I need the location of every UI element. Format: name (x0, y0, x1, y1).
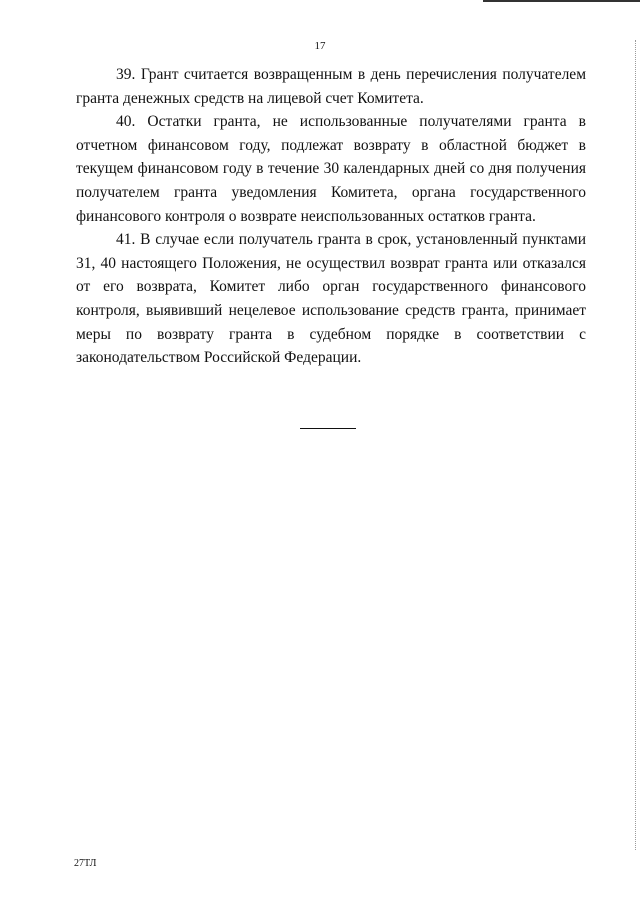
scan-edge-right (635, 40, 636, 850)
footer-code: 27ТЛ (74, 858, 97, 869)
paragraph-40: 40. Остатки гранта, не использованные получателями гранта в отчетном финансовом году, подлежат возврату в областной бюджет в текущем финансовом году в течение 30 календарных дней со дня получения получателем гранта уведомления Комитета, органа государственного финансового контроля о возврате неиспользованных остатков гранта. (76, 113, 586, 225)
page-number: 17 (314, 40, 326, 52)
scan-edge-top (483, 0, 640, 2)
paragraph-41: 41. В случае если получатель гранта в срок, установленный пунктами 31, 40 настоящего Положения, не осуществил возврат гранта или отказался от его возврата, Комитет либо орган государственного финансового контроля, выявивший нецелевое использование средств гранта, принимает меры по возврату гранта в судебном порядке в соответствии с законодательством Российской Федерации. (76, 231, 586, 367)
document-body (76, 63, 586, 370)
end-divider (300, 428, 356, 429)
paragraph-39: 39. Грант считается возвращенным в день перечисления получателем гранта денежных средств на лицевой счет Комитета. (76, 66, 586, 107)
